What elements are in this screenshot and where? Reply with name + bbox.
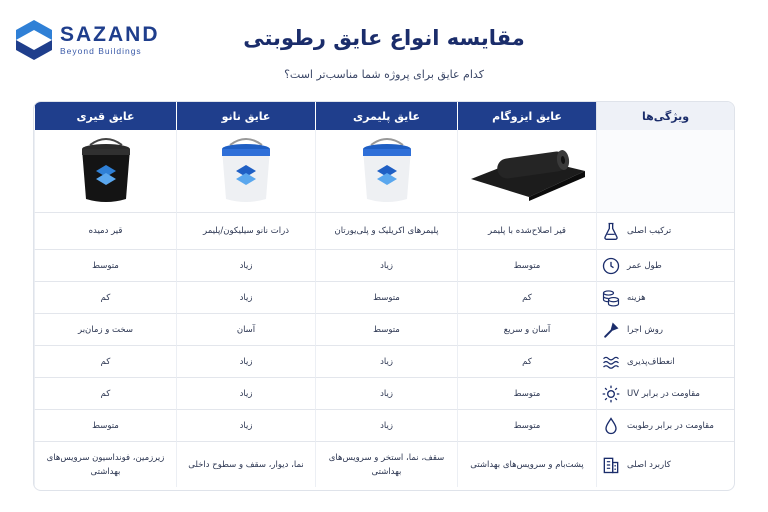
building-icon [601,455,621,475]
column-header-polymer: عایق پلیمری [315,102,457,130]
coins-icon [601,288,621,308]
white-bucket-icon [216,137,276,205]
table-cell: آسان و سریع [457,314,596,346]
page-subtitle: کدام عایق برای پروژه شما مناسب‌تر است؟ [284,68,484,81]
feature-label: مقاومت در برابر UV [627,388,700,399]
sun-icon [601,384,621,404]
table-cell: زیاد [315,346,457,378]
table-cell: متوسط [34,250,176,282]
table-cell: متوسط [457,378,596,410]
table-cell: کم [457,346,596,378]
bitumen-product-image [34,130,176,213]
column-nano [176,102,315,490]
membrane-roll-icon [467,141,587,201]
table-cell: آسان [176,314,315,346]
trowel-icon [601,320,621,340]
drop-icon [601,416,621,436]
column-polymer [315,102,457,490]
table-cell: زیاد [176,378,315,410]
table-cell: متوسط [457,250,596,282]
feature-row-lifespan [596,250,734,282]
column-header-features: ویژگی‌ها [596,102,734,130]
brand-tagline: Beyond Buildings [60,46,142,56]
table-cell: کم [34,282,176,314]
feature-label: روش اجرا [627,324,663,335]
feature-label: طول عمر [627,260,662,271]
table-cell: پشت‌بام و سرویس‌های بهداشتی [457,442,596,487]
table-cell: سقف، نما، استخر و سرویس‌های بهداشتی [315,442,457,487]
table-cell: زیاد [176,346,315,378]
feature-row-uv [596,378,734,410]
column-bitumen [34,102,176,490]
table-cell: سخت و زمان‌بر [34,314,176,346]
table-cell: زیاد [315,378,457,410]
feature-row-cost [596,282,734,314]
page-title: مقایسه انواع عایق رطوبتی [243,26,525,50]
table-cell: کم [34,378,176,410]
table-cell: زیاد [176,282,315,314]
white-bucket-icon [357,137,417,205]
table-cell: قیر اصلاح‌شده با پلیمر [457,213,596,250]
feature-label: مقاومت در برابر رطوبت [627,420,714,431]
column-isogam [457,102,596,490]
table-cell: ذرات نانو سیلیکون/پلیمر [176,213,315,250]
table-cell: زیاد [176,410,315,442]
column-header-bitumen: عایق قیری [34,102,176,130]
feature-label: هزینه [627,292,646,303]
table-cell: کم [34,346,176,378]
table-cell: قیر دمیده [34,213,176,250]
comparison-table [33,101,735,491]
table-cell: کم [457,282,596,314]
table-cell: متوسط [315,282,457,314]
feature-label: انعطاف‌پذیری [627,356,675,367]
isogam-product-image [457,130,596,213]
features-blank-cell [596,130,734,213]
table-cell: نما، دیوار، سقف و سطوح داخلی [176,442,315,487]
table-cell: پلیمرهای اکریلیک و پلی‌یورتان [315,213,457,250]
feature-row-flexibility [596,346,734,378]
table-cell: زیاد [315,250,457,282]
clock-icon [601,256,621,276]
black-bucket-icon [76,137,136,205]
feature-row-usage [596,442,734,487]
feature-row-application [596,314,734,346]
table-cell: متوسط [457,410,596,442]
feature-label: کاربرد اصلی [627,459,671,470]
polymer-product-image [315,130,457,213]
feature-row-composition [596,213,734,250]
table-cell: زیرزمین، فونداسیون سرویس‌های بهداشتی [34,442,176,487]
flask-icon [601,221,621,241]
brand-name: SAZAND [60,23,160,46]
table-cell: زیاد [315,410,457,442]
table-cell: متوسط [34,410,176,442]
waves-icon [601,352,621,372]
table-cell: متوسط [315,314,457,346]
column-header-isogam: عایق ایزوگام [457,102,596,130]
table-cell: زیاد [176,250,315,282]
feature-label: ترکیب اصلی [627,226,672,236]
column-header-nano: عایق نانو [176,102,315,130]
nano-product-image [176,130,315,213]
feature-row-moisture [596,410,734,442]
column-features [596,102,734,490]
